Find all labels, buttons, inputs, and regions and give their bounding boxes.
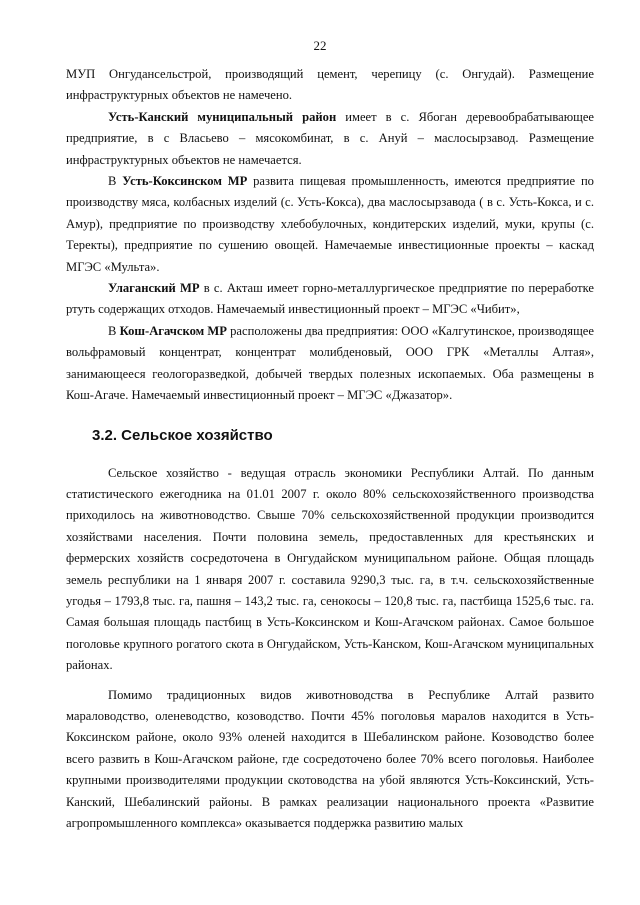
paragraph-text: расположены два предприятия: ООО «Калгутинское, производящее вольфрамовый концентрат, концентрат молибденовый, ООО ГРК «Металлы Алтая», занимающееся геологоразведкой, добычей твердых полезных ископаемых. Оба размещены в Кош-Агаче. Намечаемый инвестиционный проект – МГЭС «Джазатор». — [66, 323, 594, 403]
paragraph-prefix: В — [108, 174, 123, 189]
paragraph-gap — [66, 677, 594, 685]
paragraph-ongudai-mup — [66, 64, 594, 107]
paragraph-text: имеет в с. Ябоган деревообрабатывающее предприятие, в с Власьево – мясокомбинат, в с. Ануй – маслосырзавод. Размещение инфраструктурных объектов не намечается. — [66, 109, 595, 167]
paragraph-ust-koksa — [66, 171, 594, 278]
page-number: 22 — [313, 38, 327, 53]
paragraph-agriculture-overview: Сельское хозяйство - ведущая отрасль экономики Республики Алтай. По данным статистического ежегодника на 01.01 2007 г. около 80% сельскохозяйственного производства приходилось на животноводство. Свыше 70% сельскохозяйственной продукции производится хозяйствами населения. Почти половина земель, предоставленных для крестьянских и фермерских хозяйств сосредоточена в Онгудайском муниципальном районе. Общая площадь земель республики на 1 января 2007 г. составила 9290,3 тыс. га, в т.ч. сельскохозяйственные угодья – 1793,8 тыс. га, пашня – 143,2 тыс. га, сенокосы – 120,8 тыс. га, пастбища 1525,6 тыс. га. Самая большая площадь пастбищ в Усть-Коксинском и Кош-Агачском районах. Самое большое поголовье крупного рогатого скота в Онгудайском, Усть-Канском, Кош-Агачском муниципальных районах. — [66, 465, 594, 673]
section-heading: 3.2. Сельское хозяйство — [92, 426, 273, 444]
paragraph-ust-kan — [66, 107, 594, 171]
district-name: Усть-Коксинском МР — [122, 174, 248, 189]
document-body — [66, 64, 594, 834]
paragraph-text: в с. Акташ имеет горно-металлургическое предприятие по переработке ртуть содержащих отходов. Намечаемый инвестиционный проект – МГЭС «Чибит», — [66, 281, 595, 317]
paragraph-ulagan — [66, 278, 594, 321]
paragraph-kosh-agach — [66, 321, 594, 407]
paragraph-text: развита пищевая промышленность, имеются предприятие по производству мяса, колбасных изделий (с. Усть-Кокса), два маслосырзавода ( в с. Усть-Кокса, и с. Амур), предприятие по производству хлебобулочных, кондитерских изделий, муки, крупы (с. Теректы), предприятие по сушению овощей. Намечаемые инвестиционные проекты – каскад МГЭС «Мульта». — [66, 174, 594, 274]
paragraph-text: МУП Онгудансельстрой, производящий цемент, черепицу (с. Онгудай). Размещение инфраструктурных объектов не намечено. — [66, 67, 594, 103]
district-name: Усть-Канский муниципальный район — [108, 109, 337, 124]
district-name: Улаганский МР — [108, 281, 200, 296]
district-name: Кош-Агачском МР — [119, 323, 227, 338]
paragraph-livestock: Помимо традиционных видов животноводства в Республике Алтай развито мараловодство, оленеводство, козоводство. Почти 45% поголовья маралов находится в Усть-Коксинском районе, около 93% оленей находится в Шебалинском районе. Козоводство более всего развить в Кош-Агачском районе, где сосредоточено более 70% всего поголовья. Наиболее крупными производителями продукции скотоводства на убой являются Усть-Коксинский, Усть-Канский, Шебалинский районы. В рамках реализации национального проекта «Развитие агропромышленного комплекса» оказывается поддержка развитию малых — [66, 687, 594, 830]
paragraph-prefix: В — [108, 323, 120, 338]
